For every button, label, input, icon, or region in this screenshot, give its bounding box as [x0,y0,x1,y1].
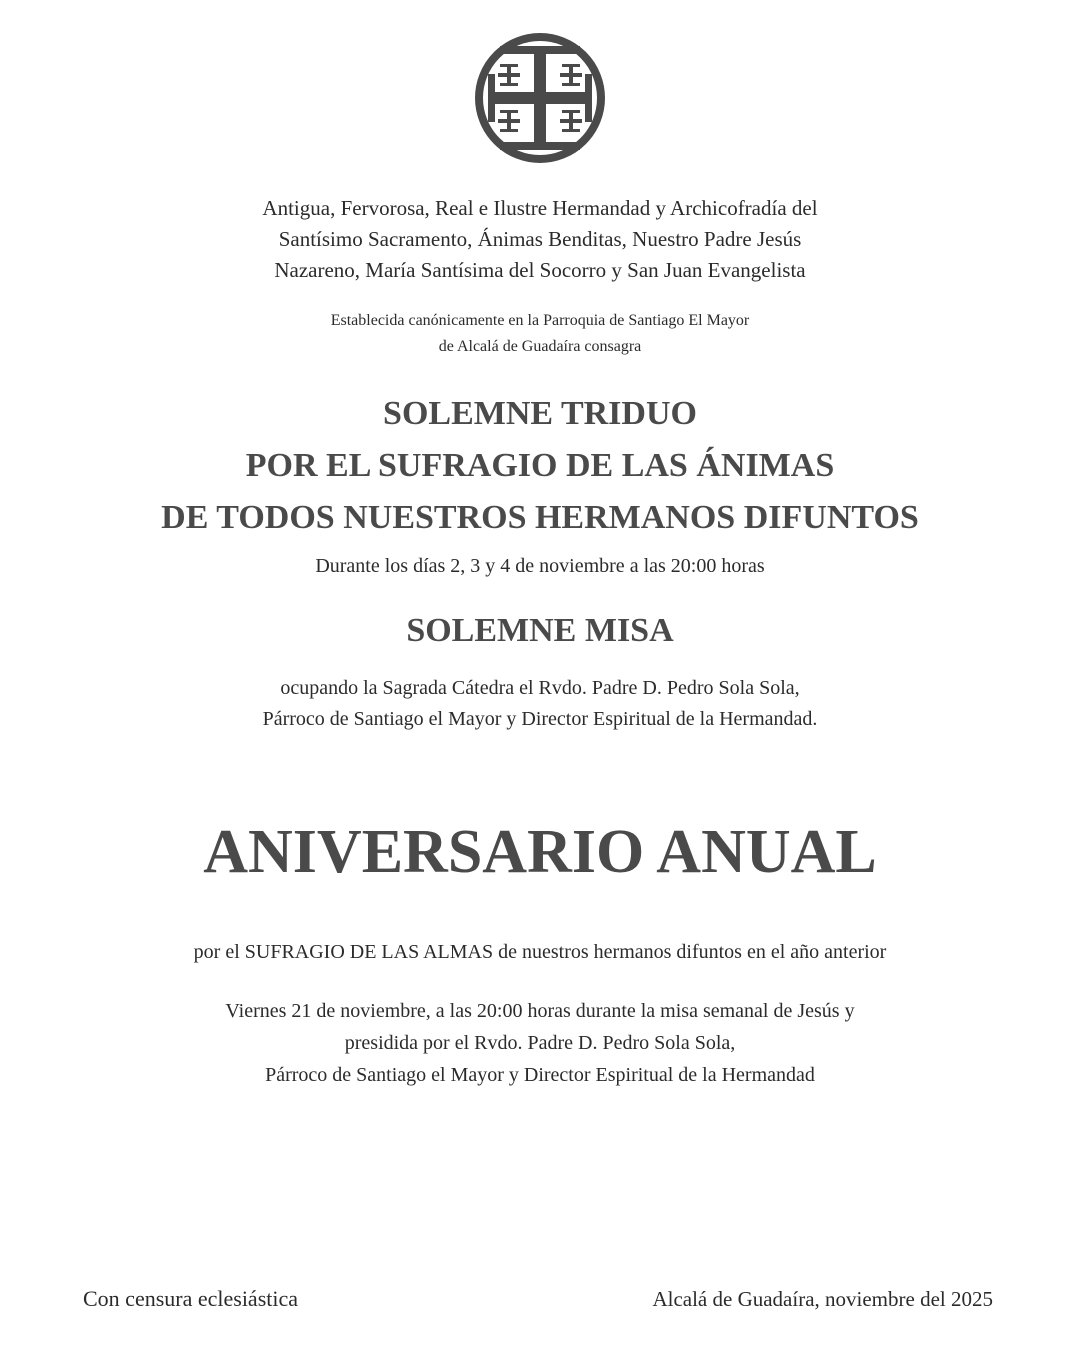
hermandad-line: Antigua, Fervorosa, Real e Ilustre Hermandad y Archicofradía del [262,196,818,220]
hermandad-cross-emblem-icon [474,32,606,164]
aniversario-heading: ANIVERSARIO ANUAL [203,818,877,886]
establecida-line: Establecida canónicamente en la Parroquia de Santiago El Mayor [330,312,750,329]
hermandad-line: Santísimo Sacramento, Ánimas Benditas, Nuestro Padre Jesús [278,227,802,251]
censura-note: Con censura eclesiástica [83,1286,299,1311]
misa-preacher [0,673,1080,735]
viernes-line: presidida por el Rvdo. Padre D. Pedro Sola Sola, [344,1032,736,1054]
establecida-line: de Alcalá de Guadaíra consagra [438,338,642,355]
viernes-line: Párroco de Santiago el Mayor y Director Espiritual de la Hermandad [265,1064,815,1086]
triduo-dates: Durante los días 2, 3 y 4 de noviembre a las 20:00 horas [315,555,765,577]
triduo-heading [0,388,1080,544]
sufragio-text: por el SUFRAGIO DE LAS ALMAS de nuestros hermanos difuntos en el año anterior [193,941,887,963]
ocupando-line: ocupando la Sagrada Cátedra el Rvdo. Padre D. Pedro Sola Sola, [280,677,800,699]
triduo-line: DE TODOS NUESTROS HERMANOS DIFUNTOS [161,499,919,536]
establecida-text [0,308,1080,360]
viernes-line: Viernes 21 de noviembre, a las 20:00 horas durante la misa semanal de Jesús y [225,1000,855,1022]
aniversario-details [0,995,1080,1091]
triduo-line: POR EL SUFRAGIO DE LAS ÁNIMAS [245,447,835,484]
hermandad-line: Nazareno, María Santísima del Socorro y San Juan Evangelista [274,258,806,282]
hermandad-name [0,193,1080,286]
ocupando-line: Párroco de Santiago el Mayor y Director Espiritual de la Hermandad. [262,708,818,730]
triduo-line: SOLEMNE TRIDUO [383,395,697,432]
misa-heading: SOLEMNE MISA [406,612,674,649]
place-date: Alcalá de Guadaíra, noviembre del 2025 [652,1287,993,1311]
